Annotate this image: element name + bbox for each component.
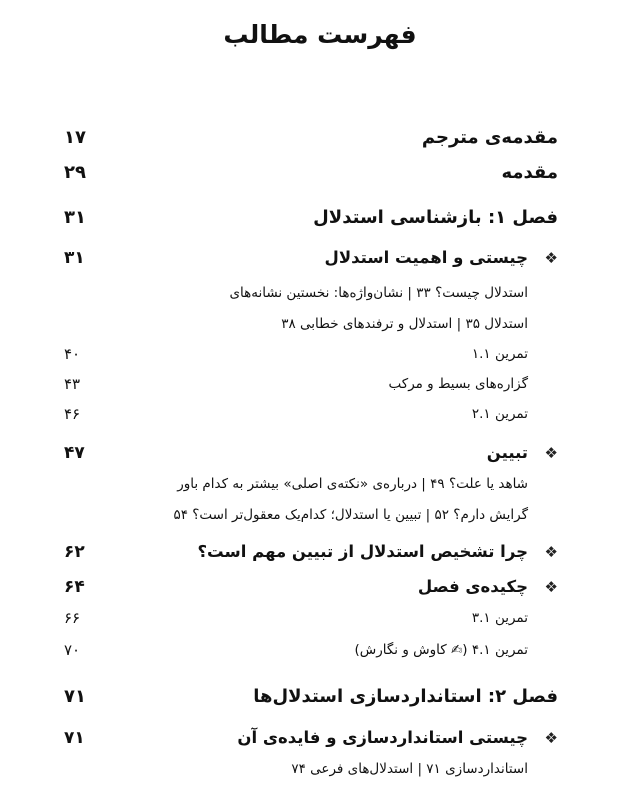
toc-subentry[interactable] [64,343,558,373]
toc-subentry-page: ۴۶ [64,405,81,423]
toc-subentry-title: تمرین ۴.۱ (✍ کاوش و نگارش) [354,642,528,658]
toc-subentry-page: ۴۰ [64,345,81,363]
toc-section[interactable] [64,441,558,471]
toc-subline[interactable] [64,758,558,788]
toc-section-title: تبیین [486,443,528,462]
toc-entry-page: ۲۹ [64,162,86,183]
toc-chapter-page: ۳۱ [64,207,86,228]
toc-subentry[interactable] [64,373,558,403]
toc-section-title: چیستی و اهمیت استدلال [324,248,528,267]
toc-subline-text: گرایش دارم؟ ۵۲ | تبیین یا استدلال؛ کدام‌یک معقول‌تر است؟ ۵۴ [173,507,528,523]
toc-subentry-title: گزاره‌های بسیط و مرکب [388,376,528,392]
toc-section-title: چکیده‌ی فصل [417,577,528,596]
toc-chapter-page: ۷۱ [64,686,86,707]
toc-section[interactable] [64,575,558,605]
toc-entry[interactable] [64,160,558,190]
toc-subentry[interactable] [64,607,558,637]
toc-section[interactable] [64,726,558,756]
toc-chapter-title: فصل ۱: بازشناسی استدلال [313,207,558,228]
toc-subline-text: استدلال چیست؟ ۳۳ | نشان‌واژه‌ها: نخستین نشانه‌های [229,285,528,301]
diamond-bullet-icon: ❖ [544,578,558,596]
toc-subline[interactable] [64,313,558,343]
toc-subline[interactable] [64,473,558,503]
toc-subentry-page: ۴۳ [64,375,81,393]
toc-section[interactable] [64,246,558,276]
toc-section-page: ۶۴ [64,577,85,597]
toc-section-page: ۳۱ [64,248,85,268]
diamond-bullet-icon: ❖ [544,249,558,267]
toc-subentry-title: تمرین ۳.۱ [471,610,528,626]
toc-entry-title: مقدمه‌ی مترجم [421,127,558,148]
toc-chapter[interactable] [64,205,558,235]
diamond-bullet-icon: ❖ [544,729,558,747]
toc-subline-text: استانداردسازی ۷۱ | استدلال‌های فرعی ۷۴ [291,761,528,777]
toc-section[interactable] [64,540,558,570]
toc-subentry[interactable] [64,403,558,433]
toc-section-page: ۴۷ [64,443,85,463]
toc-section-title: چیستی استانداردسازی و فایده‌ی آن [237,728,528,747]
toc-subline[interactable] [64,504,558,534]
toc-subline-text: استدلال ۳۵ | استدلال و ترفندهای خطابی ۳۸ [281,316,528,332]
toc-entry[interactable] [64,125,558,155]
toc-entry-title: مقدمه [501,162,558,183]
diamond-bullet-icon: ❖ [544,444,558,462]
toc-subline[interactable] [64,282,558,312]
toc-section-page: ۶۲ [64,542,85,562]
toc-subentry-page: ۷۰ [64,641,81,659]
toc-chapter-title: فصل ۲: استانداردسازی استدلال‌ها [253,686,558,707]
toc-subentry-page: ۶۶ [64,609,81,627]
toc-chapter[interactable] [64,684,558,714]
toc-section-title: چرا تشخیص استدلال از تبیین مهم است؟ [197,542,528,561]
toc-subline-text: شاهد یا علت؟ ۴۹ | درباره‌ی «نکته‌ی اصلی» بیشتر به کدام باور [177,476,528,492]
toc-subentry[interactable] [64,639,558,669]
page-title: فهرست مطالب [223,20,417,49]
toc-subentry-title: تمرین ۱.۱ [471,346,528,362]
toc-entry-page: ۱۷ [64,127,86,148]
diamond-bullet-icon: ❖ [544,543,558,561]
toc-subentry-title: تمرین ۲.۱ [471,406,528,422]
toc-section-page: ۷۱ [64,728,85,748]
